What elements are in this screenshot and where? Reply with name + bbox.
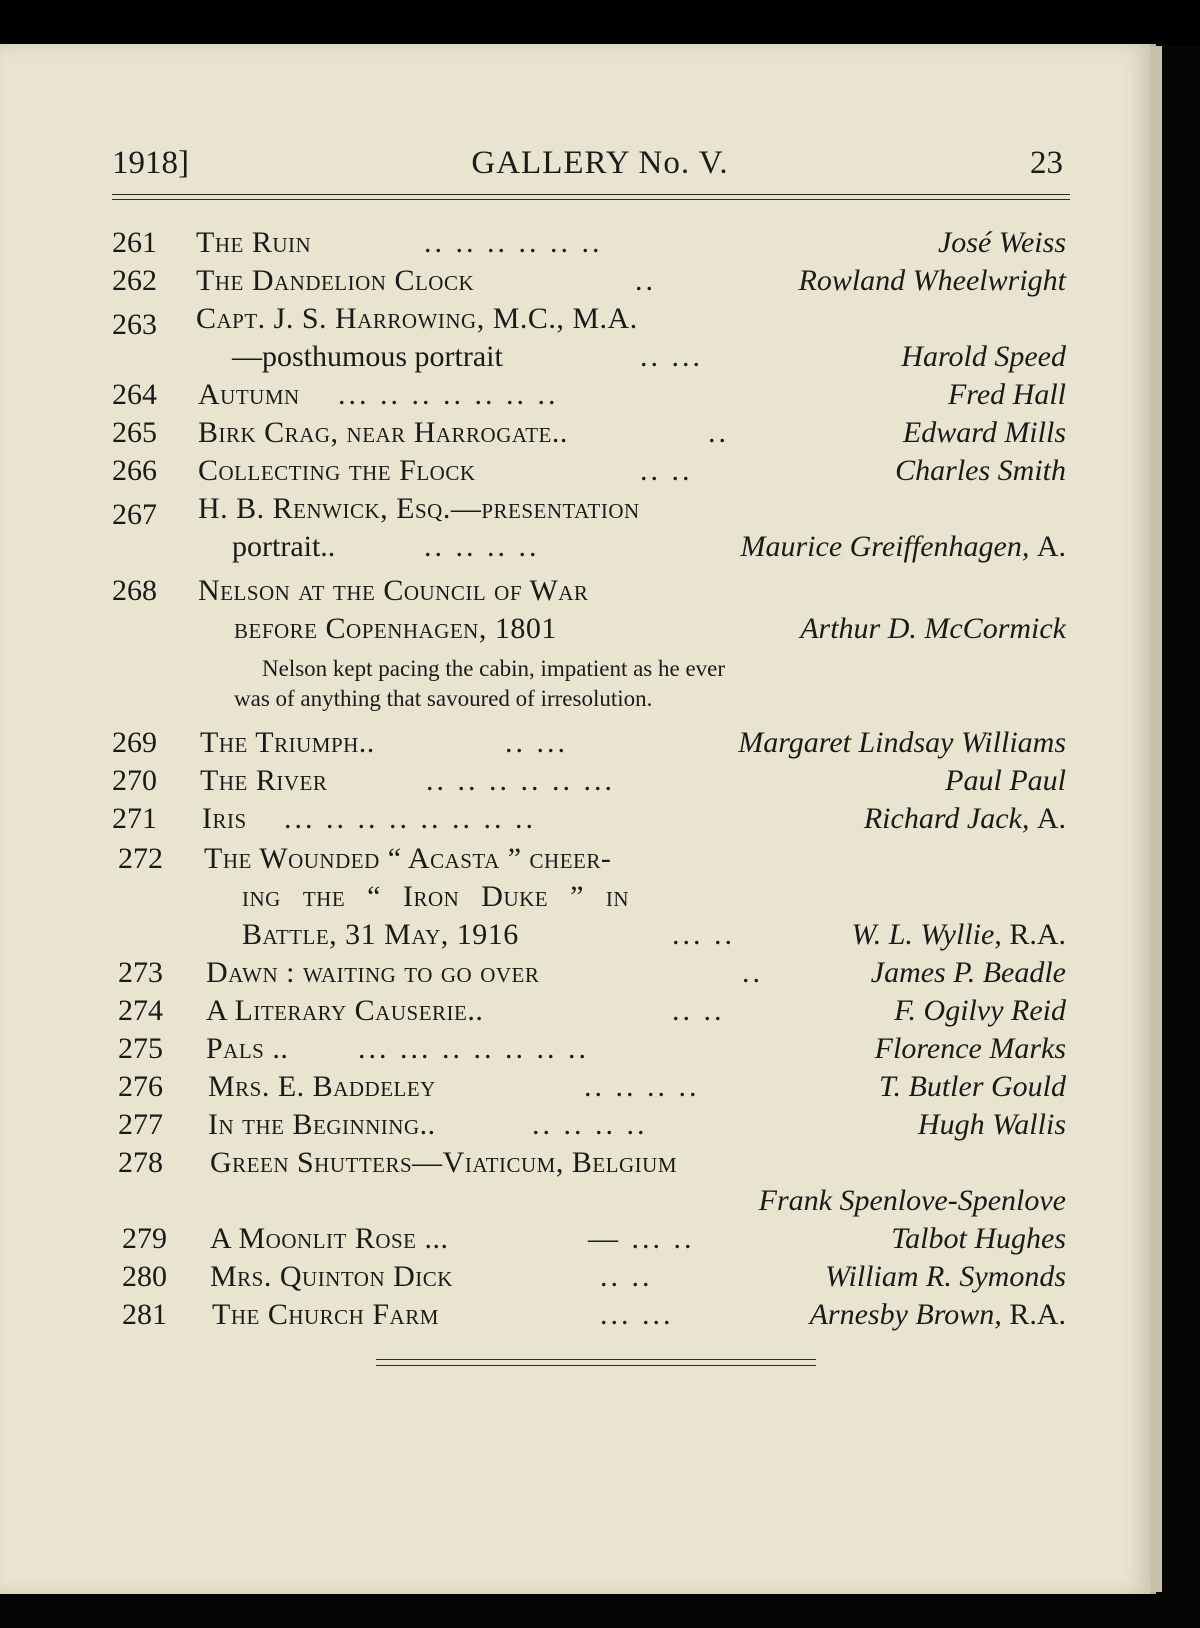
catalogue-entry-continuation bbox=[0, 918, 1200, 956]
entry-title: The Ruin bbox=[196, 226, 312, 259]
entry-number: 277 bbox=[118, 1108, 163, 1141]
catalogue-entry bbox=[0, 1222, 1200, 1260]
catalogue-entry bbox=[0, 1260, 1200, 1298]
entry-artist: Frank Spenlove-Spenlove bbox=[758, 1184, 1066, 1217]
leader-dots: ... .. bbox=[672, 918, 735, 951]
entry-artist: Edward Mills bbox=[902, 416, 1066, 449]
entry-number: 279 bbox=[122, 1222, 167, 1255]
catalogue-entry-continuation bbox=[0, 340, 1200, 378]
entry-title: The Church Farm bbox=[212, 1298, 439, 1331]
leader-dots: .. .. bbox=[640, 454, 693, 487]
leader-dots: ... ... .. .. .. .. .. bbox=[358, 1032, 589, 1065]
entry-number: 264 bbox=[112, 378, 157, 411]
entry-artist: F. Ogilvy Reid bbox=[894, 994, 1066, 1027]
entry-title: Capt. J. S. Harrowing, M.C., M.A. bbox=[196, 302, 638, 335]
catalogue-entry bbox=[0, 842, 1200, 880]
header-rule bbox=[112, 199, 1070, 200]
catalogue-entry bbox=[0, 994, 1200, 1032]
catalogue-entry-continuation bbox=[0, 530, 1200, 568]
entry-number: 271 bbox=[112, 802, 157, 835]
entry-artist: Hugh Wallis bbox=[917, 1108, 1066, 1141]
entry-title: Dawn : waiting to go over bbox=[206, 956, 540, 989]
entry-number: 280 bbox=[122, 1260, 167, 1293]
catalogue-entry-continuation bbox=[0, 612, 1200, 650]
entry-title: Mrs. Quinton Dick bbox=[210, 1260, 453, 1293]
artist-honour: R.A. bbox=[1009, 1298, 1066, 1331]
catalogue-entry bbox=[0, 416, 1200, 454]
entry-title: Birk Crag, near Harrogate.. bbox=[198, 416, 568, 449]
leader-dots: .. bbox=[635, 264, 656, 297]
leader-dots: .. bbox=[708, 416, 729, 449]
entry-title: Green Shutters—Viaticum, Belgium bbox=[210, 1146, 678, 1179]
entry-title: The River bbox=[200, 764, 328, 797]
catalogue-entry bbox=[0, 802, 1200, 840]
catalogue-entry bbox=[0, 1146, 1200, 1184]
entry-title: The Triumph.. bbox=[200, 726, 375, 759]
entry-artist: William R. Symonds bbox=[825, 1260, 1066, 1293]
entry-number: 273 bbox=[118, 956, 163, 989]
catalogue-entry bbox=[0, 726, 1200, 764]
leader-dots: .. .. bbox=[672, 994, 725, 1027]
catalogue-entry bbox=[0, 1032, 1200, 1070]
entry-artist: Paul Paul bbox=[945, 764, 1066, 797]
catalogue-entry bbox=[0, 454, 1200, 492]
entry-number: 272 bbox=[118, 842, 163, 875]
artist-name: W. L. Wyllie, bbox=[851, 918, 1002, 951]
entry-number: 261 bbox=[112, 226, 157, 259]
leader-dots: ... ... bbox=[600, 1298, 674, 1331]
entry-artist bbox=[852, 918, 1066, 952]
entry-title: The Wounded “ Acasta ” cheer- bbox=[204, 842, 612, 875]
entry-artist: Rowland Wheelwright bbox=[798, 264, 1066, 297]
entry-quotation: was of anything that savoured of irresolution. bbox=[234, 686, 653, 711]
artist-name: Richard Jack, bbox=[863, 802, 1030, 835]
entry-artist: James P. Beadle bbox=[870, 956, 1066, 989]
entry-title: The Dandelion Clock bbox=[196, 264, 475, 297]
entry-artist: Talbot Hughes bbox=[891, 1222, 1066, 1255]
catalogue-entry bbox=[0, 956, 1200, 994]
leader-dots: .. .. .. .. .. .. bbox=[424, 226, 603, 259]
entry-title: Pals .. bbox=[206, 1032, 289, 1065]
entry-subtitle: ing the “ Iron Duke ” in bbox=[242, 880, 630, 913]
leader-dots: .. .. bbox=[600, 1260, 653, 1293]
entry-artist: Florence Marks bbox=[874, 1032, 1066, 1065]
entry-number: 268 bbox=[112, 574, 157, 607]
header-year: 1918] bbox=[112, 145, 189, 181]
entry-title: Collecting the Flock bbox=[198, 454, 476, 487]
leader-dots: — ... .. bbox=[588, 1222, 695, 1255]
entry-title: Iris bbox=[202, 802, 247, 835]
entry-artist: Margaret Lindsay Williams bbox=[738, 726, 1066, 759]
entry-number: 281 bbox=[122, 1298, 167, 1331]
leader-dots: .. .. .. .. bbox=[584, 1070, 700, 1103]
entry-title: A Moonlit Rose ... bbox=[210, 1222, 449, 1255]
entry-number: 269 bbox=[112, 726, 157, 759]
artist-honour: A. bbox=[1036, 530, 1066, 563]
dark-top-band bbox=[0, 0, 1200, 46]
catalogue-entry-continuation bbox=[0, 1184, 1200, 1222]
entry-title: Autumn bbox=[198, 378, 300, 411]
entry-number: 263 bbox=[112, 308, 157, 341]
entry-artist bbox=[810, 1298, 1066, 1332]
catalogue-entry bbox=[0, 1108, 1200, 1146]
entry-artist: Arthur D. McCormick bbox=[800, 612, 1066, 645]
entry-artist bbox=[741, 530, 1066, 564]
entry-number: 276 bbox=[118, 1070, 163, 1103]
entry-artist: T. Butler Gould bbox=[879, 1070, 1066, 1103]
entry-artist bbox=[864, 802, 1066, 836]
leader-dots: .. ... bbox=[640, 340, 703, 373]
catalogue-entry bbox=[0, 1070, 1200, 1108]
entry-number: 274 bbox=[118, 994, 163, 1027]
footer-rule bbox=[376, 1365, 816, 1366]
entry-quotation: Nelson kept pacing the cabin, impatient as he ever bbox=[262, 656, 726, 681]
catalogue-entry bbox=[0, 302, 1200, 340]
entry-title: Mrs. E. Baddeley bbox=[208, 1070, 436, 1103]
entry-number: 265 bbox=[112, 416, 157, 449]
entry-title: In the Beginning.. bbox=[208, 1108, 436, 1141]
leader-dots: .. bbox=[742, 956, 763, 989]
entry-artist: Fred Hall bbox=[947, 378, 1066, 411]
entry-number: 278 bbox=[118, 1146, 163, 1179]
catalogue-entry bbox=[0, 1298, 1200, 1336]
leader-dots: .. .. .. .. .. ... bbox=[426, 764, 615, 797]
header-rule bbox=[112, 194, 1070, 195]
catalogue-entry bbox=[0, 264, 1200, 302]
entry-number: 262 bbox=[112, 264, 157, 297]
leader-dots: .. ... bbox=[505, 726, 568, 759]
catalogue-entry-continuation bbox=[0, 880, 1200, 918]
artist-honour: A. bbox=[1036, 802, 1066, 835]
entry-artist: Harold Speed bbox=[901, 340, 1066, 373]
catalogue-entry bbox=[0, 574, 1200, 612]
catalogue-entry bbox=[0, 764, 1200, 802]
entry-subtitle: before Copenhagen, 1801 bbox=[234, 612, 557, 645]
entry-title: Nelson at the Council of War bbox=[198, 574, 589, 607]
leader-dots: .. .. .. .. bbox=[532, 1108, 648, 1141]
leader-dots: .. .. .. .. bbox=[424, 530, 540, 563]
artist-name: Arnesby Brown, bbox=[809, 1298, 1002, 1331]
leader-dots: ... .. .. .. .. .. .. .. bbox=[284, 802, 536, 835]
entry-number: 275 bbox=[118, 1032, 163, 1065]
catalogue-entry bbox=[0, 378, 1200, 416]
page-title: GALLERY No. V. bbox=[471, 145, 729, 181]
page-number: 23 bbox=[1030, 145, 1063, 181]
artist-name: Maurice Greiffenhagen, bbox=[740, 530, 1030, 563]
entry-artist: Charles Smith bbox=[895, 454, 1066, 487]
entry-subtitle: portrait.. bbox=[232, 530, 336, 563]
entry-subtitle: —posthumous portrait bbox=[232, 340, 503, 373]
entry-title: A Literary Causerie.. bbox=[206, 994, 484, 1027]
artist-honour: R.A. bbox=[1009, 918, 1066, 951]
catalogue-entry bbox=[0, 226, 1200, 264]
leader-dots: ... .. .. .. .. .. .. bbox=[338, 378, 559, 411]
entry-subtitle: Battle, 31 May, 1916 bbox=[242, 918, 519, 951]
footer-rule bbox=[376, 1359, 816, 1360]
entry-artist: José Weiss bbox=[937, 226, 1066, 259]
entry-title: H. B. Renwick, Esq.—presentation bbox=[198, 492, 640, 525]
entry-number: 267 bbox=[112, 498, 157, 531]
entry-number: 266 bbox=[112, 454, 157, 487]
entry-number: 270 bbox=[112, 764, 157, 797]
catalogue-entry bbox=[0, 492, 1200, 530]
